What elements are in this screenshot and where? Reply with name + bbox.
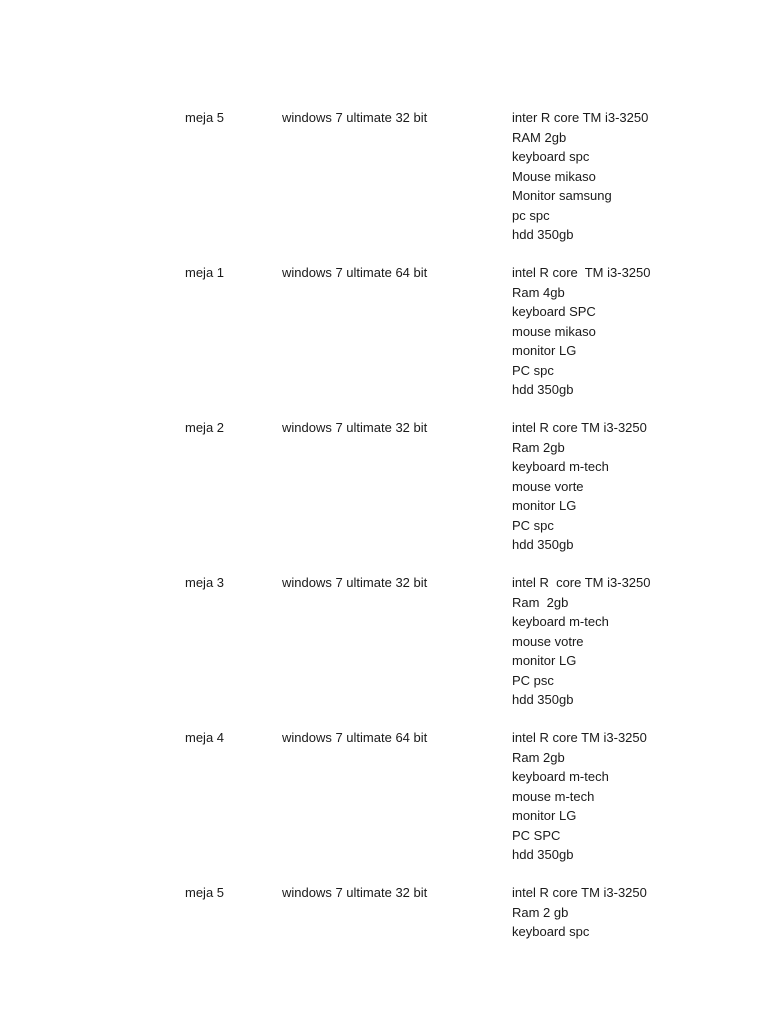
desk-name: meja 5: [185, 885, 225, 900]
spec-item: inter R core TM i3-3250: [512, 110, 649, 125]
spec-item: mouse vorte: [512, 478, 584, 494]
spec-item: Monitor samsung: [512, 188, 612, 203]
spec-item: PC psc: [512, 672, 554, 688]
spec-list: [512, 573, 651, 710]
spec-item: monitor LG: [512, 653, 577, 668]
spec-item: keyboard spc: [512, 149, 590, 164]
spec-item: RAM 2gb: [512, 129, 567, 145]
spec-item: monitor LG: [512, 808, 577, 823]
spec-item: PC spc: [512, 517, 554, 533]
desk-name: meja 2: [185, 420, 225, 435]
spec-item: intel R core TM i3-3250: [512, 575, 651, 590]
spec-item: monitor LG: [512, 498, 577, 513]
spec-item: PC spc: [512, 362, 554, 378]
spec-list: [512, 418, 647, 555]
desk-name: meja 1: [185, 265, 225, 280]
spec-item: PC SPC: [512, 827, 561, 843]
spec-item: hdd 350gb: [512, 537, 574, 552]
spec-item: keyboard m-tech: [512, 459, 609, 474]
desk-name: meja 4: [185, 730, 225, 745]
spec-item: keyboard m-tech: [512, 769, 609, 784]
spec-item: intel R core TM i3-3250: [512, 885, 647, 900]
desk-name: meja 3: [185, 575, 225, 590]
spec-item: mouse m-tech: [512, 788, 595, 804]
spec-item: Mouse mikaso: [512, 168, 596, 184]
desk-name: meja 5: [185, 110, 225, 125]
spec-item: Ram 2 gb: [512, 904, 569, 920]
os-version: windows 7 ultimate 32 bit: [282, 885, 428, 900]
spec-item: Ram 2gb: [512, 749, 565, 765]
spec-item: mouse votre: [512, 633, 584, 649]
spec-item: keyboard spc: [512, 924, 590, 939]
spec-list: [512, 108, 648, 245]
spec-list: [512, 263, 651, 400]
spec-list: [512, 883, 647, 942]
spec-item: pc spc: [512, 207, 550, 223]
spec-item: hdd 350gb: [512, 692, 574, 707]
spec-item: intel R core TM i3-3250: [512, 730, 647, 745]
os-version: windows 7 ultimate 32 bit: [282, 575, 428, 590]
spec-item: intel R core TM i3-3250: [512, 265, 651, 280]
spec-item: Ram 4gb: [512, 284, 565, 300]
spec-item: Ram 2gb: [512, 594, 569, 610]
spec-item: intel R core TM i3-3250: [512, 420, 647, 435]
os-version: windows 7 ultimate 32 bit: [282, 110, 428, 125]
spec-item: keyboard SPC: [512, 304, 596, 319]
spec-item: mouse mikaso: [512, 323, 596, 339]
os-version: windows 7 ultimate 64 bit: [282, 730, 428, 745]
spec-item: hdd 350gb: [512, 847, 574, 862]
spec-list: [512, 728, 647, 865]
os-version: windows 7 ultimate 32 bit: [282, 420, 428, 435]
spec-item: Ram 2gb: [512, 439, 565, 455]
spec-item: keyboard m-tech: [512, 614, 609, 629]
spec-item: hdd 350gb: [512, 227, 574, 242]
spec-item: monitor LG: [512, 343, 577, 358]
spec-item: hdd 350gb: [512, 382, 574, 397]
os-version: windows 7 ultimate 64 bit: [282, 265, 428, 280]
